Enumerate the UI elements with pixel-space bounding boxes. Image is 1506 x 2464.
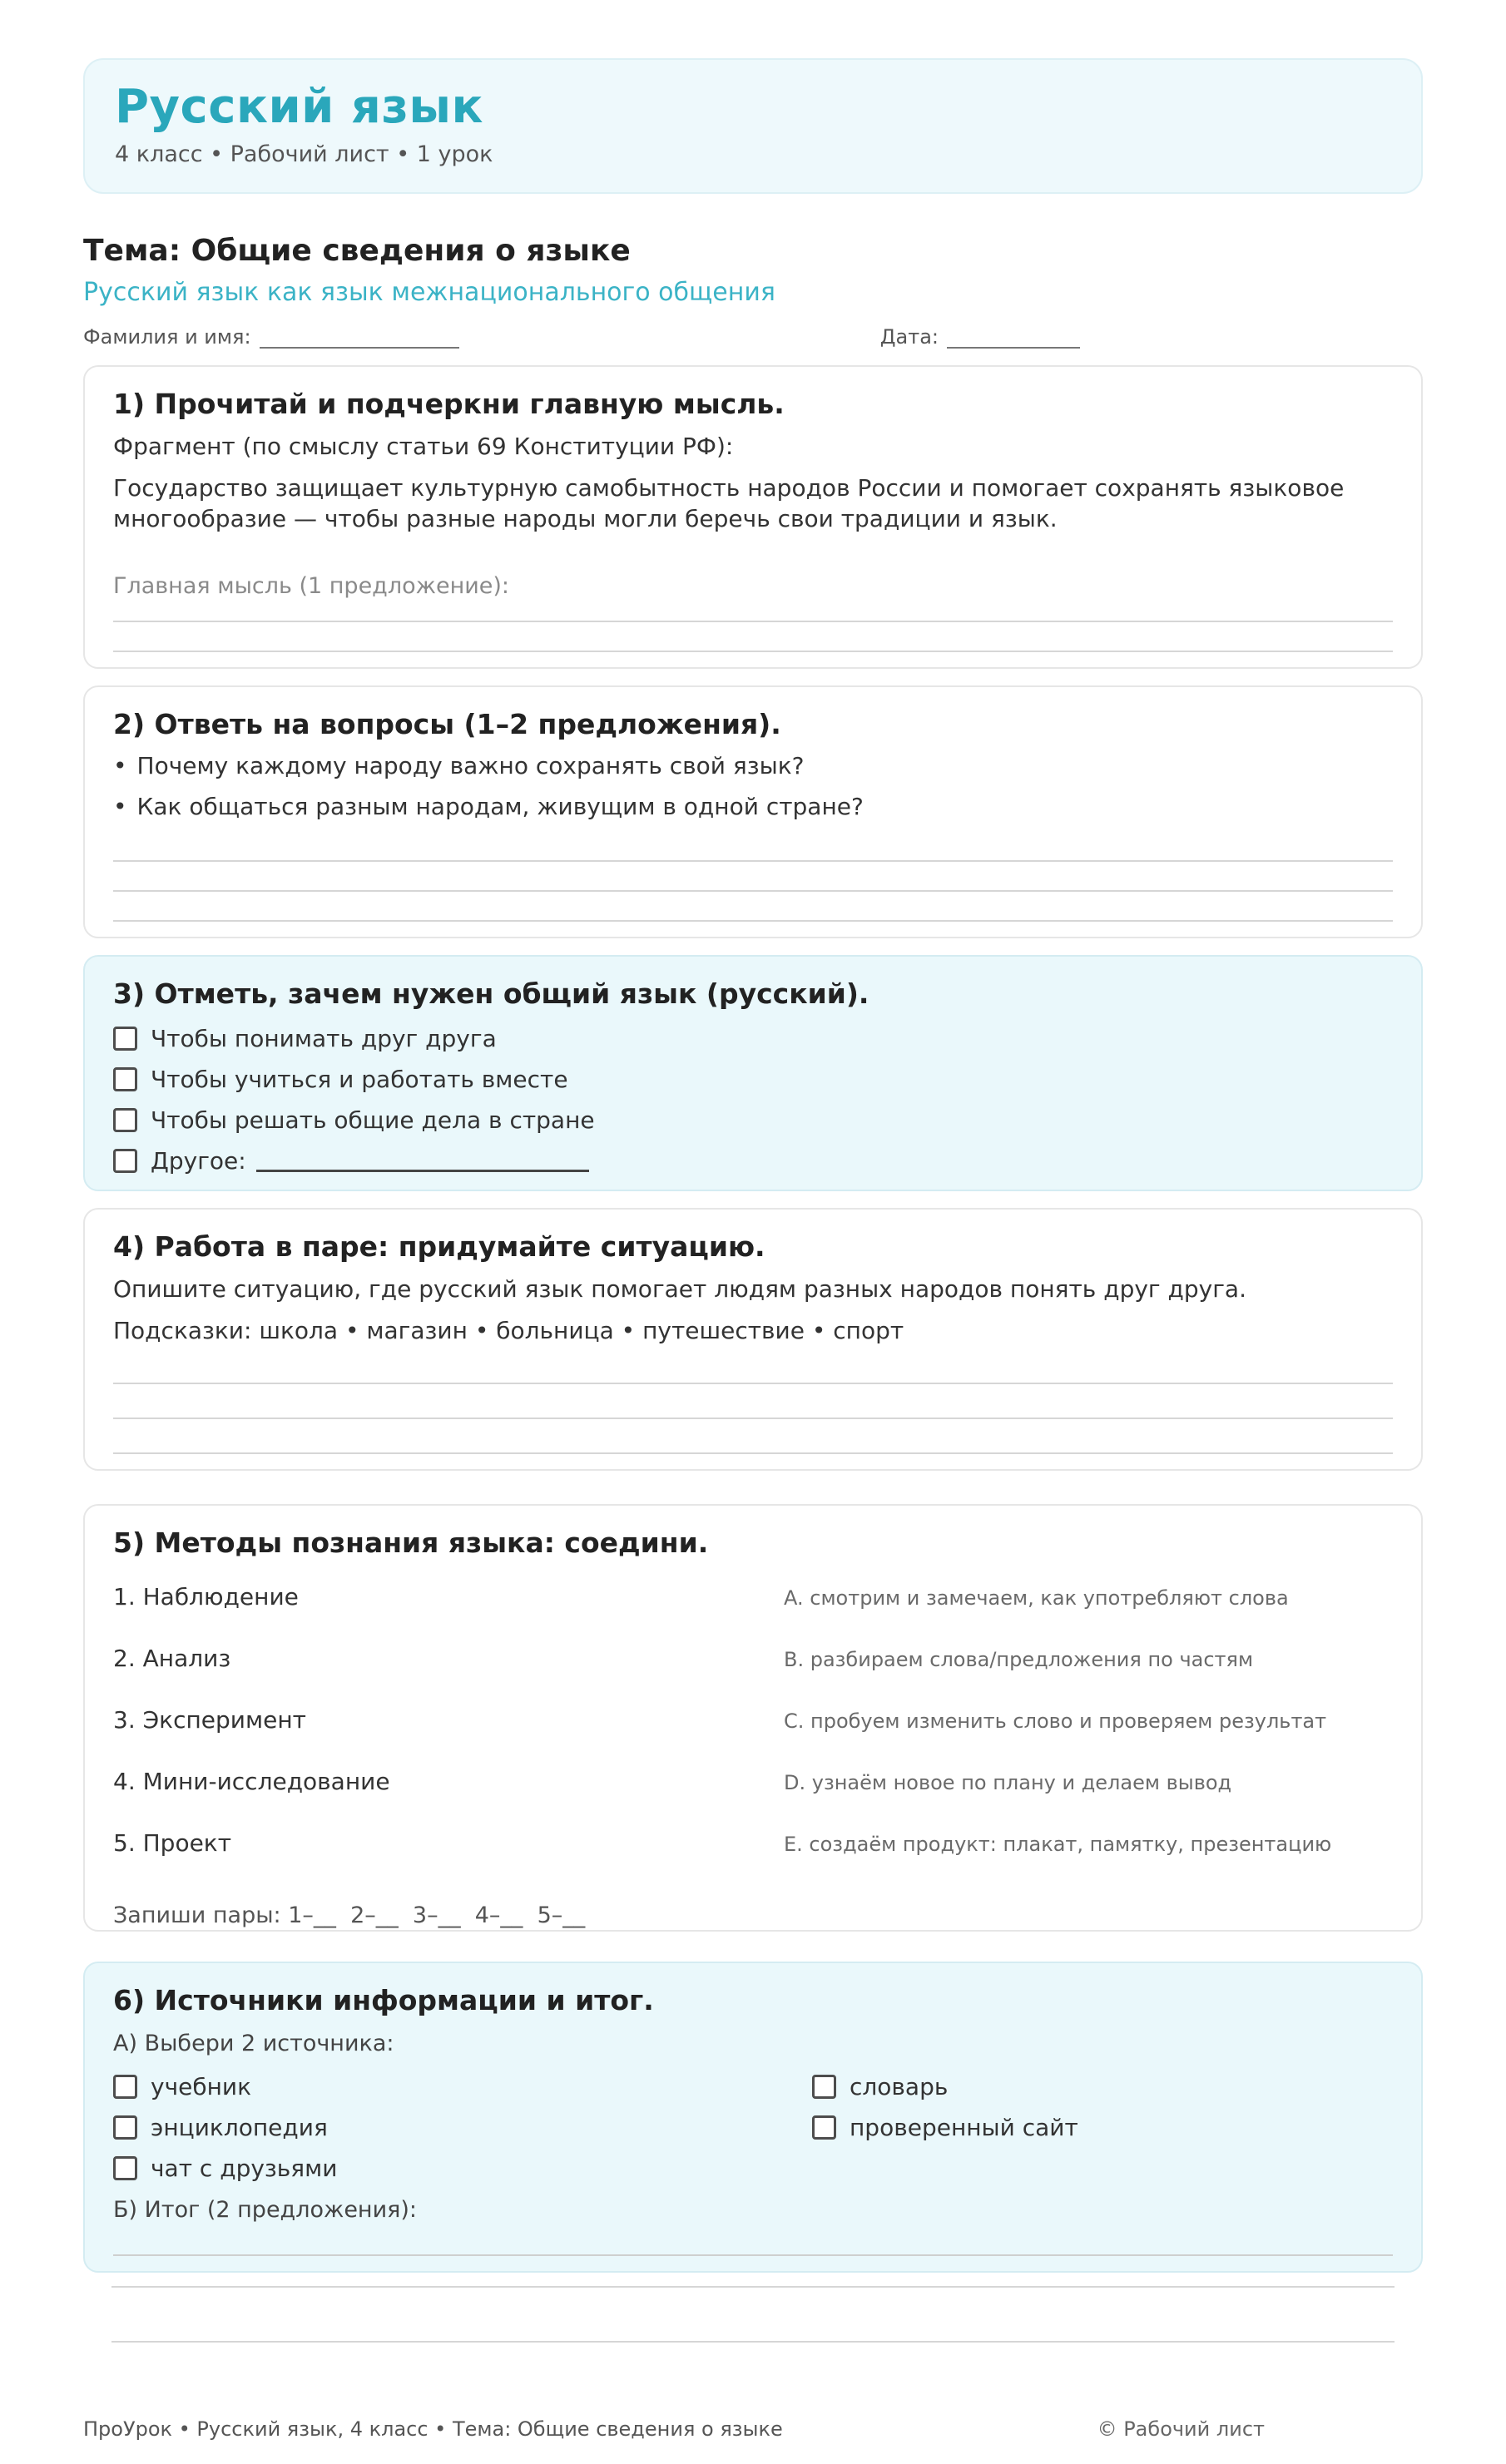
theme-subtitle: Русский язык как язык межнационального общения [83,277,775,307]
answer-line[interactable] [113,1384,1393,1419]
sources-grid [113,2060,1393,2182]
answer-line[interactable] [113,832,1393,862]
page-footer [83,2343,1423,2441]
section-1-body: Государство защищает культурную самобытность народов России и помогает сохранять языковое многообразие — чтобы разные народы могли беречь свои традиции и язык. [113,473,1345,533]
answer-line[interactable] [113,1354,1393,1384]
pairs-answer-line[interactable]: Запиши пары: 1–__ 2–__ 3–__ 4–__ 5–__ [113,1902,586,1928]
section-4-card [83,1208,1423,1472]
section-2-title: 2) Ответь на вопросы (1–2 предложения). [113,708,781,741]
answer-line[interactable] [113,599,1393,622]
checkbox-label: Чтобы понимать друг друга [151,1024,497,1052]
grid-spacer [812,2141,1393,2182]
checkbox[interactable] [113,2156,137,2180]
answer-line[interactable] [113,622,1393,652]
match-left-item[interactable]: 2. Анализ [113,1644,231,1672]
section-5-title: 5) Методы познания языка: соедини. [113,1526,709,1560]
answer-line[interactable] [113,2231,1393,2256]
part-a-label: А) Выбери 2 источника: [113,2030,394,2056]
match-right-item[interactable]: E. создаём продукт: плакат, памятку, презентацию [784,1833,1332,1857]
answer-line[interactable] [113,1419,1393,1454]
footer-copyright: © Рабочий лист [1097,2417,1265,2441]
match-left-item[interactable]: 3. Эксперимент [113,1705,306,1734]
match-left-item[interactable]: 5. Проект [113,1829,232,1858]
match-right-item[interactable]: C. пробуем изменить слово и проверяем результат [784,1709,1327,1733]
checkbox[interactable] [113,1067,137,1091]
section-5-card [83,1504,1423,1931]
match-right-item[interactable]: D. узнаём новое по плану и делаем вывод [784,1771,1232,1795]
section-3-title: 3) Отметь, зачем нужен общий язык (русский). [113,977,869,1011]
checkbox-option[interactable] [812,2073,1393,2100]
checkbox-option[interactable] [113,1106,1393,1134]
bullet-glyph: • [113,752,127,780]
question-text: Почему каждому народу важно сохранять свой язык? [136,752,805,780]
section-4-title: 4) Работа в паре: придумайте ситуацию. [113,1230,765,1263]
matching-exercise [113,1579,1393,1868]
checkbox-label: учебник [151,2072,252,2100]
checkbox[interactable] [113,2075,137,2099]
match-right-item[interactable]: A. смотрим и замечаем, как употребляют слова [784,1586,1289,1610]
header-subtitle: 4 класс • Рабочий лист • 1 урок [115,141,493,167]
checkbox[interactable] [113,1149,137,1173]
checkbox-option[interactable] [113,1025,1393,1052]
question-text: Как общаться разным народам, живущим в одной стране? [136,792,864,820]
checkbox-label: Чтобы решать общие дела в стране [151,1106,595,1134]
match-left-item[interactable]: 4. Мини-исследование [113,1768,390,1796]
answer-line[interactable] [113,862,1393,892]
section-4-hints: Подсказки: школа • магазин • больница • путешествие • спорт [113,1316,904,1344]
name-date-row [83,325,1423,349]
checkbox-label: энциклопедия [151,2113,328,2141]
checkbox-option[interactable] [113,2155,812,2182]
section-4-body: Опишите ситуацию, где русский язык помогает людям разных народов понять друг друга. [113,1274,1246,1303]
checkbox-option-other[interactable] [113,1147,1393,1175]
checkbox-label: Чтобы учиться и работать вместе [151,1065,568,1093]
checkbox[interactable] [113,1108,137,1132]
section-1-title: 1) Прочитай и подчеркни главную мысль. [113,387,785,420]
topic-heading: Тема: Общие сведения о языке [83,233,631,268]
section-2-card [83,685,1423,938]
other-input-line[interactable] [256,1150,589,1172]
match-row [113,1579,1393,1620]
section-3-card [83,955,1423,1190]
checkbox-option[interactable] [812,2114,1393,2141]
name-input-line[interactable] [260,325,459,349]
section-6-card [83,1962,1423,2273]
footer-left-text: ПроУрок • Русский язык, 4 класс • Тема: Общие сведения о языке [83,2417,783,2441]
answer-line[interactable] [111,2286,1395,2288]
checkbox[interactable] [812,2075,836,2099]
section-6-title: 6) Источники информации и итог. [113,1983,654,2016]
match-row [113,1825,1393,1867]
section-1-card [83,365,1423,670]
checkbox[interactable] [113,1027,137,1051]
checkbox[interactable] [812,2115,836,2140]
page-title: Русский язык [115,80,484,134]
answer-line[interactable] [113,892,1393,922]
date-label: Дата: [879,324,939,349]
section-1-intro: Фрагмент (по смыслу статьи 69 Конституции РФ): [113,432,734,460]
name-label: Фамилия и имя: [83,324,251,349]
question-item [113,751,1393,781]
checkbox-option[interactable] [113,1066,1393,1093]
match-row [113,1640,1393,1682]
match-row [113,1764,1393,1805]
bullet-glyph: • [113,792,127,820]
checkbox-label: словарь [850,2072,949,2100]
question-item [113,792,1393,822]
match-row [113,1702,1393,1744]
checkbox-label: чат с друзьями [151,2154,338,2182]
part-b-label: Б) Итог (2 предложения): [113,2196,418,2223]
checkbox-option[interactable] [113,2114,812,2141]
match-right-item[interactable]: B. разбираем слова/предложения по частям [784,1647,1254,1671]
section-1-hint: Главная мысль (1 предложение): [113,573,510,600]
checkbox-label: проверенный сайт [850,2113,1078,2141]
checkbox-option[interactable] [113,2073,812,2100]
date-input-line[interactable] [947,325,1080,349]
checkbox[interactable] [113,2115,137,2140]
match-left-item[interactable]: 1. Наблюдение [113,1582,299,1611]
other-label: Другое: [151,1146,246,1175]
header-card [83,58,1423,194]
